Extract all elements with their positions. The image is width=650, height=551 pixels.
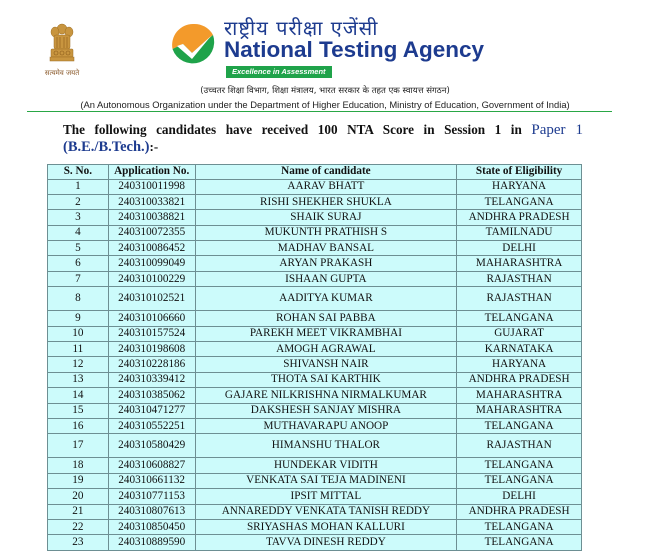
cell-sno: 11 [48,342,109,357]
column-header-application-no: Application No. [108,165,195,180]
table-row [48,210,582,225]
cell-candidate-name: SRIYASHAS MOHAN KALLURI [195,519,457,534]
table-row [48,342,582,357]
table-row [48,388,582,403]
cell-candidate-name: DAKSHESH SANJAY MISHRA [195,403,457,418]
cell-state: ANDHRA PRADESH [457,504,582,519]
cell-sno: 20 [48,489,109,504]
cell-sno: 14 [48,388,109,403]
cell-state: TELANGANA [457,194,582,209]
national-emblem-logo [40,22,84,84]
cell-application-no: 240310102521 [108,287,195,311]
cell-application-no: 240310038821 [108,210,195,225]
table-row [48,434,582,458]
cell-candidate-name: GAJARE NILKRISHNA NIRMALKUMAR [195,388,457,403]
agency-tagline: Excellence in Assessment [226,66,332,78]
cell-sno: 10 [48,326,109,341]
table-row [48,403,582,418]
table-row [48,535,582,550]
cell-sno: 16 [48,418,109,433]
table-row [48,241,582,256]
table-row [48,271,582,286]
cell-state: GUJARAT [457,326,582,341]
cell-candidate-name: AADITYA KUMAR [195,287,457,311]
table-row [48,458,582,473]
table-row [48,473,582,488]
cell-sno: 23 [48,535,109,550]
table-row [48,179,582,194]
cell-sno: 18 [48,458,109,473]
cell-application-no: 240310889590 [108,535,195,550]
header-divider [27,111,612,112]
cell-candidate-name: THOTA SAI KARTHIK [195,372,457,387]
cell-candidate-name: MUTHAVARAPU ANOOP [195,418,457,433]
table-row [48,357,582,372]
table-row [48,194,582,209]
cell-application-no: 240310072355 [108,225,195,240]
cell-state: MAHARASHTRA [457,403,582,418]
cell-sno: 4 [48,225,109,240]
cell-application-no: 240310580429 [108,434,195,458]
cell-sno: 13 [48,372,109,387]
cell-state: ANDHRA PRADESH [457,210,582,225]
cell-state: TAMILNADU [457,225,582,240]
cell-state: HARYANA [457,179,582,194]
cell-state: TELANGANA [457,473,582,488]
cell-candidate-name: TAVVA DINESH REDDY [195,535,457,550]
cell-sno: 22 [48,519,109,534]
cell-application-no: 240310086452 [108,241,195,256]
cell-sno: 17 [48,434,109,458]
cell-state: TELANGANA [457,535,582,550]
cell-application-no: 240310661132 [108,473,195,488]
cell-sno: 19 [48,473,109,488]
cell-candidate-name: ARYAN PRAKASH [195,256,457,271]
cell-candidate-name: ANNAREDDY VENKATA TANISH REDDY [195,504,457,519]
cell-sno: 2 [48,194,109,209]
table-row [48,519,582,534]
subtitle-english: (An Autonomous Organization under the Department of Higher Education, Ministry of Education, Government of India) [80,99,570,110]
cell-application-no: 240310157524 [108,326,195,341]
cell-candidate-name: HIMANSHU THALOR [195,434,457,458]
table-row [48,418,582,433]
cell-sno: 9 [48,311,109,326]
emblem-motto: सत्यमेव जयते [44,69,80,77]
cell-candidate-name: HUNDEKAR VIDITH [195,458,457,473]
cell-application-no: 240310850450 [108,519,195,534]
cell-candidate-name: AMOGH AGRAWAL [195,342,457,357]
cell-state: RAJASTHAN [457,287,582,311]
cell-candidate-name: RISHI SHEKHER SHUKLA [195,194,457,209]
table-header-row [48,165,582,180]
nta-checkmark-logo-icon [170,22,216,68]
cell-sno: 1 [48,179,109,194]
table-row [48,326,582,341]
cell-state: ANDHRA PRADESH [457,372,582,387]
cell-application-no: 240310106660 [108,311,195,326]
cell-candidate-name: ISHAAN GUPTA [195,271,457,286]
cell-state: TELANGANA [457,418,582,433]
cell-candidate-name: VENKATA SAI TEJA MADINENI [195,473,457,488]
cell-state: RAJASTHAN [457,434,582,458]
cell-sno: 3 [48,210,109,225]
table-row [48,287,582,311]
table-row [48,225,582,240]
cell-application-no: 240310807613 [108,504,195,519]
cell-sno: 8 [48,287,109,311]
cell-sno: 15 [48,403,109,418]
cell-candidate-name: PAREKH MEET VIKRAMBHAI [195,326,457,341]
table-row [48,372,582,387]
column-header-candidate-name: Name of candidate [195,165,457,180]
cell-state: RAJASTHAN [457,271,582,286]
course-label: (B.E./B.Tech.) [63,139,150,155]
course-line [63,139,158,156]
table-row [48,489,582,504]
table-row [48,311,582,326]
cell-application-no: 240310011998 [108,179,195,194]
subtitle-hindi: (उच्चतर शिक्षा विभाग, शिक्षा मंत्रालय, भारत सरकार के तहत एक स्वायत्त संगठन) [200,86,450,96]
cell-sno: 6 [48,256,109,271]
cell-application-no: 240310552251 [108,418,195,433]
cell-sno: 5 [48,241,109,256]
cell-candidate-name: ROHAN SAI PABBA [195,311,457,326]
paper-label: Paper 1 [531,122,584,138]
cell-application-no: 240310033821 [108,194,195,209]
cell-application-no: 240310471277 [108,403,195,418]
course-suffix: :- [149,139,159,154]
intro-text [63,119,583,141]
agency-name: National Testing Agency [224,37,485,62]
cell-candidate-name: AARAV BHATT [195,179,457,194]
cell-candidate-name: MADHAV BANSAL [195,241,457,256]
cell-application-no: 240310385062 [108,388,195,403]
column-header-state: State of Eligibility [457,165,582,180]
column-header-sno: S. No. [48,165,109,180]
cell-application-no: 240310099049 [108,256,195,271]
cell-application-no: 240310608827 [108,458,195,473]
cell-state: TELANGANA [457,519,582,534]
table-row [48,256,582,271]
cell-application-no: 240310228186 [108,357,195,372]
cell-candidate-name: IPSIT MITTAL [195,489,457,504]
agency-name-hindi: राष्ट्रीय परीक्षा एजेंसी [224,16,379,40]
cell-application-no: 240310339412 [108,372,195,387]
cell-state: DELHI [457,489,582,504]
results-table [47,164,582,551]
cell-sno: 7 [48,271,109,286]
cell-state: MAHARASHTRA [457,256,582,271]
cell-application-no: 240310771153 [108,489,195,504]
intro-sentence: The following candidates have received 100 NTA Score in Session 1 in [63,122,522,137]
cell-candidate-name: MUKUNTH PRATHISH S [195,225,457,240]
cell-sno: 21 [48,504,109,519]
cell-state: HARYANA [457,357,582,372]
cell-candidate-name: SHAIK SURAJ [195,210,457,225]
cell-state: TELANGANA [457,458,582,473]
cell-application-no: 240310198608 [108,342,195,357]
cell-state: DELHI [457,241,582,256]
ashoka-lion-emblem-icon [48,22,76,62]
cell-application-no: 240310100229 [108,271,195,286]
cell-state: TELANGANA [457,311,582,326]
cell-state: MAHARASHTRA [457,388,582,403]
table-row [48,504,582,519]
cell-sno: 12 [48,357,109,372]
cell-candidate-name: SHIVANSH NAIR [195,357,457,372]
cell-state: KARNATAKA [457,342,582,357]
